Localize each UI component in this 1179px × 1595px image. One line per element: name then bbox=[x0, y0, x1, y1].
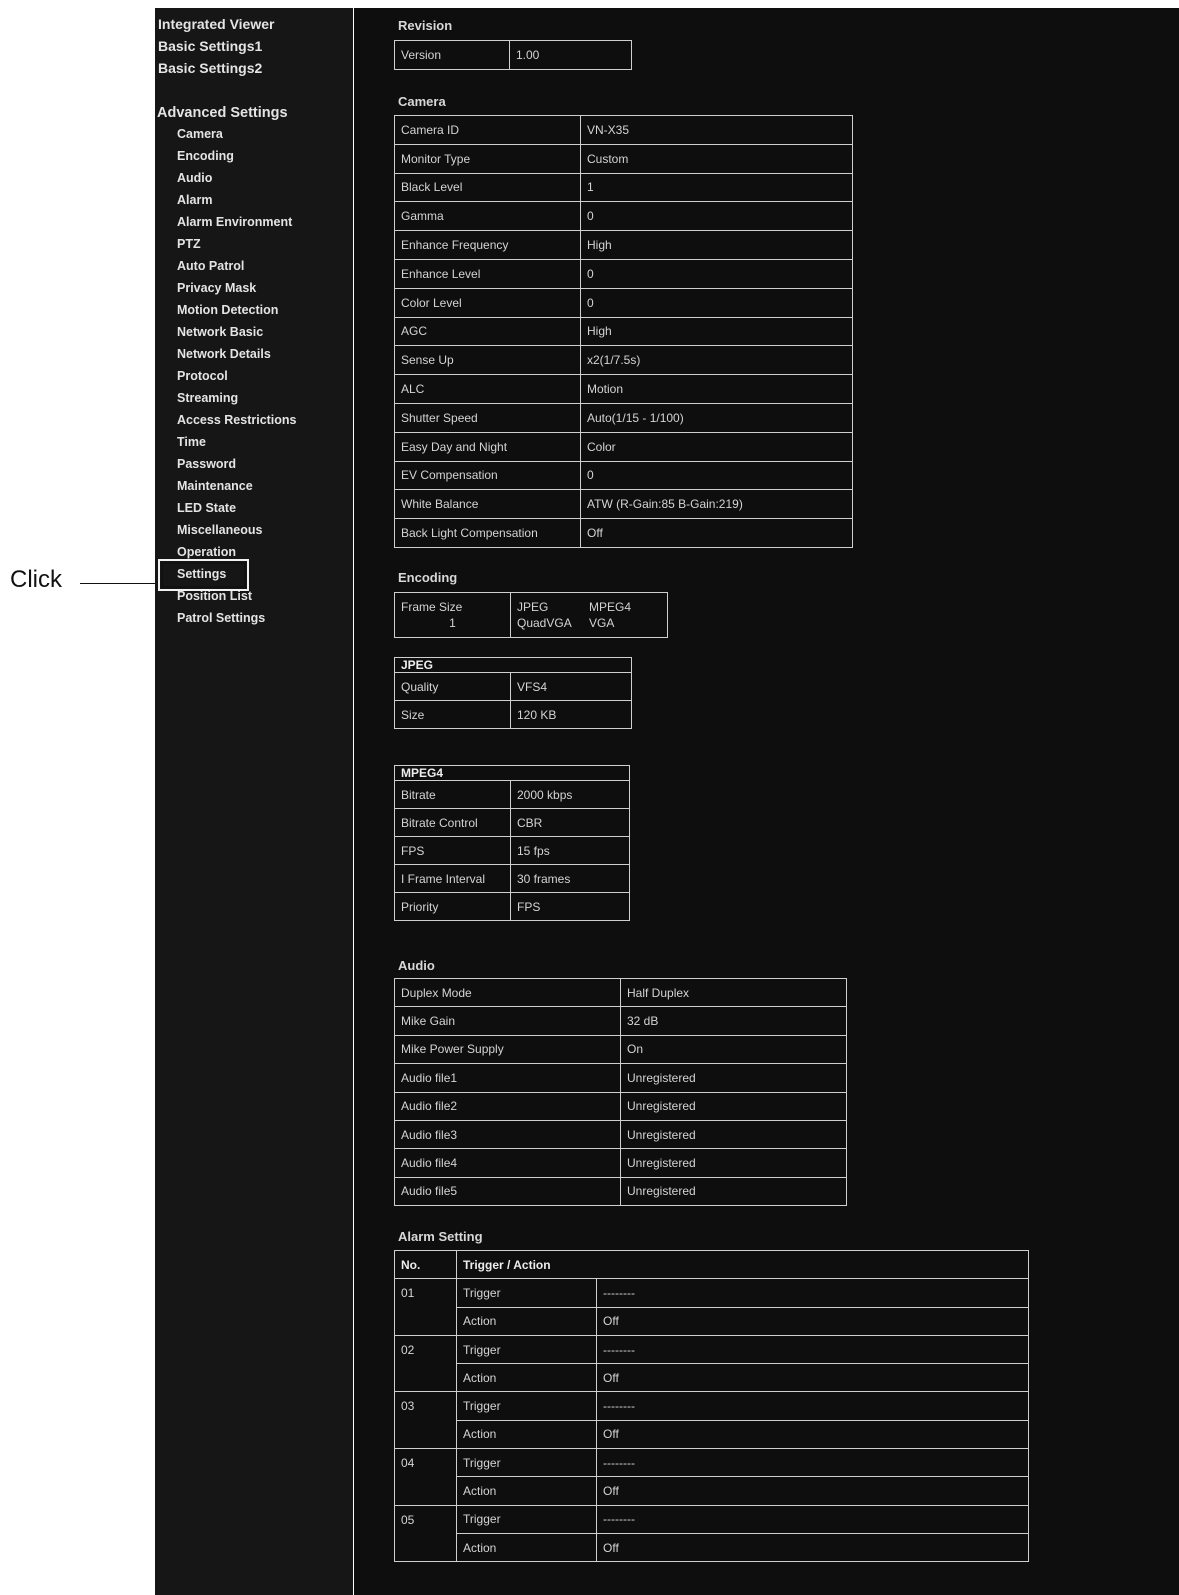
table-row bbox=[395, 1335, 1029, 1363]
alarm-action-value: Off bbox=[597, 1420, 1029, 1448]
camera-row-value: ATW (R-Gain:85 B-Gain:219) bbox=[581, 490, 853, 519]
nav-patrol-settings[interactable]: Patrol Settings bbox=[177, 611, 266, 625]
frame-size-table bbox=[394, 592, 668, 638]
alarm-action-value: Off bbox=[597, 1477, 1029, 1505]
nav-streaming[interactable]: Streaming bbox=[177, 391, 239, 405]
table-row bbox=[395, 809, 630, 837]
click-annotation-label: Click bbox=[10, 566, 62, 593]
audio-settings-table bbox=[394, 978, 847, 1206]
camera-row-label: EV Compensation bbox=[395, 461, 581, 490]
nav-password[interactable]: Password bbox=[177, 457, 237, 471]
table-row bbox=[395, 288, 853, 317]
table-row bbox=[395, 1392, 1029, 1420]
nav-ptz[interactable]: PTZ bbox=[177, 237, 201, 251]
camera-row-label: Back Light Compensation bbox=[395, 519, 581, 548]
nav-network-details[interactable]: Network Details bbox=[177, 347, 271, 361]
alarm-entry-no: 02 bbox=[395, 1335, 457, 1392]
table-row bbox=[395, 837, 630, 865]
mpeg4-row-value: 2000 kbps bbox=[511, 781, 630, 809]
camera-row-value: 1 bbox=[581, 173, 853, 202]
camera-section-title: Camera bbox=[398, 94, 446, 109]
nav-basic-settings1[interactable]: Basic Settings1 bbox=[158, 38, 263, 54]
camera-row-label: Monitor Type bbox=[395, 144, 581, 173]
camera-row-value: 0 bbox=[581, 259, 853, 288]
nav-camera[interactable]: Camera bbox=[177, 127, 223, 141]
table-row bbox=[395, 1420, 1029, 1448]
mpeg4-settings-table bbox=[394, 765, 630, 921]
table-row bbox=[395, 259, 853, 288]
audio-row-value: Half Duplex bbox=[621, 979, 847, 1007]
alarm-trigger-value: -------- bbox=[597, 1279, 1029, 1307]
mpeg4-row-label: Bitrate Control bbox=[395, 809, 511, 837]
table-row bbox=[395, 673, 632, 701]
table-row bbox=[395, 432, 853, 461]
revision-value: 1.00 bbox=[510, 41, 632, 70]
jpeg-row-value: 120 KB bbox=[511, 701, 632, 729]
table-row bbox=[395, 1307, 1029, 1335]
table-row bbox=[395, 1505, 1029, 1533]
camera-row-label: ALC bbox=[395, 375, 581, 404]
table-row bbox=[395, 1279, 1029, 1307]
frame-size-jpeg-value: QuadVGA bbox=[517, 616, 572, 630]
audio-row-label: Duplex Mode bbox=[395, 979, 621, 1007]
alarm-trigger-label: Trigger bbox=[457, 1449, 597, 1477]
mpeg4-row-label: I Frame Interval bbox=[395, 865, 511, 893]
nav-access-restrictions[interactable]: Access Restrictions bbox=[177, 413, 297, 427]
audio-row-value: Unregistered bbox=[621, 1149, 847, 1177]
table-row bbox=[395, 317, 853, 346]
frame-size-label-cell bbox=[395, 593, 511, 638]
camera-row-label: Sense Up bbox=[395, 346, 581, 375]
alarm-header-trigger-action: Trigger / Action bbox=[457, 1251, 1029, 1279]
revision-section-title: Revision bbox=[398, 18, 453, 33]
nav-network-basic[interactable]: Network Basic bbox=[177, 325, 264, 339]
alarm-entry-no: 05 bbox=[395, 1505, 457, 1562]
nav-led-state[interactable]: LED State bbox=[177, 501, 237, 515]
alarm-action-label: Action bbox=[457, 1533, 597, 1561]
camera-row-value: Color bbox=[581, 432, 853, 461]
table-row bbox=[395, 593, 668, 638]
camera-row-label: Gamma bbox=[395, 202, 581, 231]
alarm-trigger-value: -------- bbox=[597, 1449, 1029, 1477]
camera-row-value: x2(1/7.5s) bbox=[581, 346, 853, 375]
jpeg-settings-table bbox=[394, 657, 632, 729]
table-row bbox=[395, 1533, 1029, 1561]
table-row bbox=[395, 1177, 847, 1205]
table-row bbox=[395, 202, 853, 231]
table-row bbox=[395, 173, 853, 202]
encoding-section-title: Encoding bbox=[398, 570, 458, 585]
table-row bbox=[395, 1251, 1029, 1279]
table-row bbox=[395, 781, 630, 809]
table-row bbox=[395, 658, 632, 673]
camera-row-label: Color Level bbox=[395, 288, 581, 317]
alarm-action-label: Action bbox=[457, 1364, 597, 1392]
camera-row-value: 0 bbox=[581, 202, 853, 231]
frame-size-mpeg4-header: MPEG4 bbox=[589, 600, 632, 614]
camera-row-value: High bbox=[581, 231, 853, 260]
camera-row-value: 0 bbox=[581, 461, 853, 490]
audio-row-value: On bbox=[621, 1035, 847, 1063]
alarm-settings-table bbox=[394, 1250, 1029, 1562]
revision-table bbox=[394, 40, 632, 70]
click-annotation-line bbox=[80, 583, 159, 584]
mpeg4-row-label: Priority bbox=[395, 893, 511, 921]
frame-size-value-cell bbox=[511, 593, 668, 638]
table-row bbox=[395, 144, 853, 173]
audio-row-value: 32 dB bbox=[621, 1007, 847, 1035]
table-row bbox=[395, 346, 853, 375]
nav-integrated-viewer[interactable]: Integrated Viewer bbox=[158, 16, 275, 32]
table-row bbox=[395, 375, 853, 404]
audio-row-label: Mike Gain bbox=[395, 1007, 621, 1035]
alarm-trigger-value: -------- bbox=[597, 1335, 1029, 1363]
alarm-trigger-label: Trigger bbox=[457, 1279, 597, 1307]
alarm-action-value: Off bbox=[597, 1364, 1029, 1392]
alarm-trigger-label: Trigger bbox=[457, 1505, 597, 1533]
mpeg4-row-value: 30 frames bbox=[511, 865, 630, 893]
audio-row-value: Unregistered bbox=[621, 1120, 847, 1148]
table-row bbox=[395, 1035, 847, 1063]
nav-alarm-environment[interactable]: Alarm Environment bbox=[177, 215, 293, 229]
nav-settings[interactable]: Settings bbox=[177, 567, 227, 581]
frame-size-label: Frame Size bbox=[401, 600, 463, 614]
camera-row-value: Off bbox=[581, 519, 853, 548]
nav-encoding[interactable]: Encoding bbox=[177, 149, 234, 163]
table-row bbox=[395, 490, 853, 519]
table-row bbox=[395, 701, 632, 729]
jpeg-row-label: Size bbox=[395, 701, 511, 729]
alarm-action-value: Off bbox=[597, 1307, 1029, 1335]
mpeg4-table-title: MPEG4 bbox=[395, 766, 630, 781]
audio-row-label: Audio file5 bbox=[395, 1177, 621, 1205]
alarm-trigger-value: -------- bbox=[597, 1505, 1029, 1533]
camera-row-label: Enhance Level bbox=[395, 259, 581, 288]
camera-row-label: AGC bbox=[395, 317, 581, 346]
camera-row-label: Enhance Frequency bbox=[395, 231, 581, 260]
camera-row-value: Auto(1/15 - 1/100) bbox=[581, 403, 853, 432]
alarm-header-no: No. bbox=[395, 1251, 457, 1279]
jpeg-row-value: VFS4 bbox=[511, 673, 632, 701]
table-row bbox=[395, 865, 630, 893]
table-row bbox=[395, 116, 853, 145]
camera-row-value: Motion bbox=[581, 375, 853, 404]
jpeg-row-label: Quality bbox=[395, 673, 511, 701]
nav-auto-patrol[interactable]: Auto Patrol bbox=[177, 259, 245, 273]
mpeg4-row-value: 15 fps bbox=[511, 837, 630, 865]
alarm-action-label: Action bbox=[457, 1307, 597, 1335]
table-row bbox=[395, 41, 632, 70]
table-row bbox=[395, 1364, 1029, 1392]
nav-basic-settings2[interactable]: Basic Settings2 bbox=[158, 60, 263, 76]
table-row bbox=[395, 1007, 847, 1035]
frame-size-number: 1 bbox=[449, 616, 456, 630]
table-row bbox=[395, 893, 630, 921]
alarm-trigger-label: Trigger bbox=[457, 1392, 597, 1420]
alarm-entry-no: 01 bbox=[395, 1279, 457, 1336]
table-row bbox=[395, 461, 853, 490]
mpeg4-row-value: FPS bbox=[511, 893, 630, 921]
audio-row-label: Mike Power Supply bbox=[395, 1035, 621, 1063]
nav-audio[interactable]: Audio bbox=[177, 171, 213, 185]
nav-privacy-mask[interactable]: Privacy Mask bbox=[177, 281, 257, 295]
settings-content-panel bbox=[354, 8, 1179, 1595]
revision-label: Version bbox=[395, 41, 510, 70]
nav-operation[interactable]: Operation bbox=[177, 545, 237, 559]
alarm-action-value: Off bbox=[597, 1533, 1029, 1561]
alarm-entry-no: 04 bbox=[395, 1449, 457, 1506]
frame-size-jpeg-header: JPEG bbox=[517, 600, 549, 614]
table-row bbox=[395, 1064, 847, 1092]
table-row bbox=[395, 1120, 847, 1148]
nav-miscellaneous[interactable]: Miscellaneous bbox=[177, 523, 263, 537]
camera-row-value: High bbox=[581, 317, 853, 346]
settings-highlight-box bbox=[158, 559, 249, 591]
camera-row-label: Shutter Speed bbox=[395, 403, 581, 432]
alarm-trigger-value: -------- bbox=[597, 1392, 1029, 1420]
table-row bbox=[395, 1477, 1029, 1505]
nav-maintenance[interactable]: Maintenance bbox=[177, 479, 253, 493]
nav-alarm[interactable]: Alarm bbox=[177, 193, 213, 207]
mpeg4-row-label: FPS bbox=[395, 837, 511, 865]
alarm-entry-no: 03 bbox=[395, 1392, 457, 1449]
camera-row-label: White Balance bbox=[395, 490, 581, 519]
jpeg-table-title: JPEG bbox=[395, 658, 632, 673]
camera-row-label: Camera ID bbox=[395, 116, 581, 145]
table-row bbox=[395, 979, 847, 1007]
audio-row-label: Audio file1 bbox=[395, 1064, 621, 1092]
audio-row-label: Audio file2 bbox=[395, 1092, 621, 1120]
nav-position-list[interactable]: Position List bbox=[177, 589, 252, 603]
alarm-trigger-label: Trigger bbox=[457, 1335, 597, 1363]
alarm-action-label: Action bbox=[457, 1420, 597, 1448]
nav-motion-detection[interactable]: Motion Detection bbox=[177, 303, 279, 317]
mpeg4-row-label: Bitrate bbox=[395, 781, 511, 809]
table-row bbox=[395, 1449, 1029, 1477]
audio-row-label: Audio file3 bbox=[395, 1120, 621, 1148]
alarm-section-title: Alarm Setting bbox=[398, 1229, 483, 1244]
table-row bbox=[395, 1149, 847, 1177]
audio-row-value: Unregistered bbox=[621, 1177, 847, 1205]
frame-size-mpeg4-value: VGA bbox=[589, 616, 615, 630]
table-row bbox=[395, 1092, 847, 1120]
camera-row-label: Black Level bbox=[395, 173, 581, 202]
nav-protocol[interactable]: Protocol bbox=[177, 369, 228, 383]
table-row bbox=[395, 519, 853, 548]
sidebar-nav bbox=[155, 8, 353, 1595]
camera-row-label: Easy Day and Night bbox=[395, 432, 581, 461]
audio-section-title: Audio bbox=[398, 958, 435, 973]
audio-row-value: Unregistered bbox=[621, 1064, 847, 1092]
camera-row-value: 0 bbox=[581, 288, 853, 317]
audio-row-value: Unregistered bbox=[621, 1092, 847, 1120]
camera-row-value: Custom bbox=[581, 144, 853, 173]
table-row bbox=[395, 403, 853, 432]
camera-settings-table bbox=[394, 115, 853, 548]
camera-row-value: VN-X35 bbox=[581, 116, 853, 145]
nav-advanced-settings[interactable]: Advanced Settings bbox=[157, 105, 288, 121]
nav-time[interactable]: Time bbox=[177, 435, 206, 449]
table-row bbox=[395, 231, 853, 260]
audio-row-label: Audio file4 bbox=[395, 1149, 621, 1177]
alarm-action-label: Action bbox=[457, 1477, 597, 1505]
mpeg4-row-value: CBR bbox=[511, 809, 630, 837]
table-row bbox=[395, 766, 630, 781]
